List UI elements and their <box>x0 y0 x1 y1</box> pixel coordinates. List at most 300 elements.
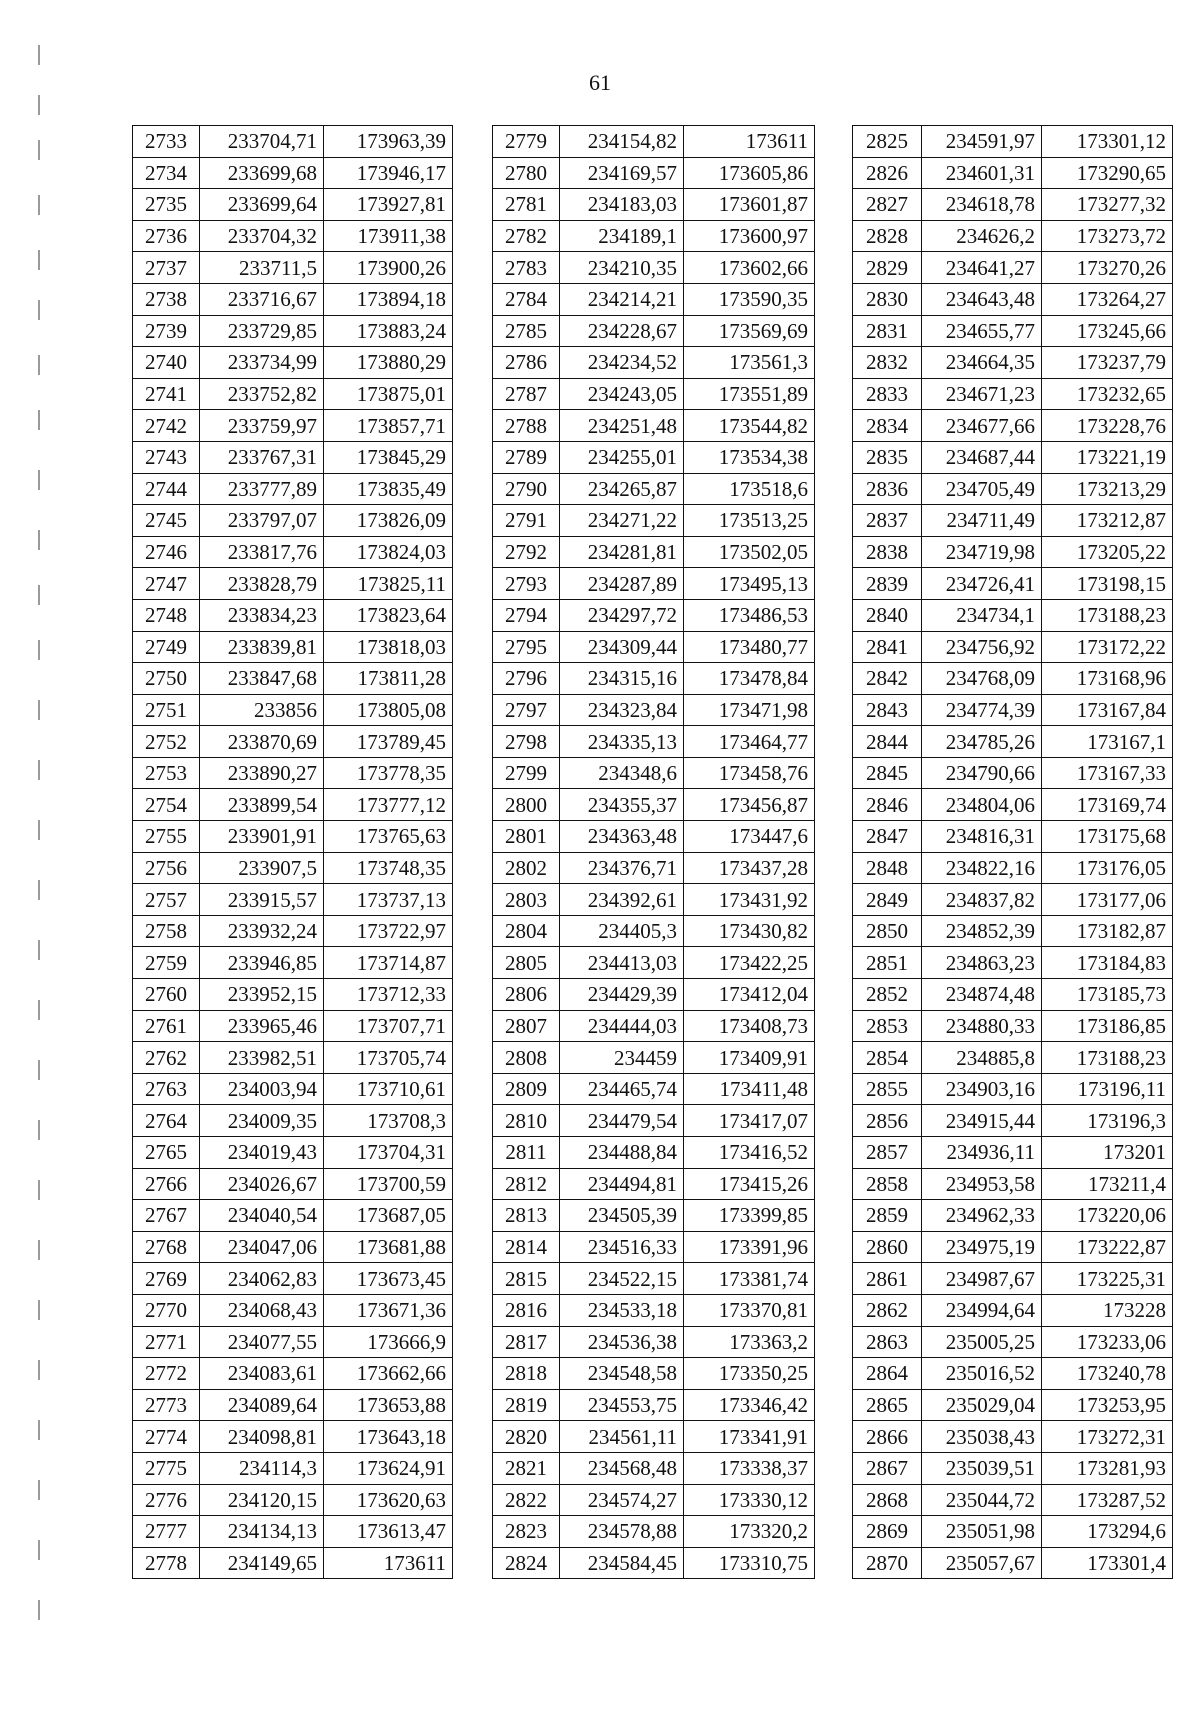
table-row <box>133 1042 453 1074</box>
x-coordinate-cell: 234655,77 <box>922 315 1042 347</box>
table-row <box>493 1105 815 1137</box>
y-coordinate-cell: 173707,71 <box>324 1010 453 1042</box>
y-coordinate-cell: 173221,19 <box>1042 441 1173 473</box>
x-coordinate-cell: 234548,58 <box>560 1358 684 1390</box>
point-number-cell: 2739 <box>133 315 200 347</box>
x-coordinate-cell: 234494,81 <box>560 1168 684 1200</box>
point-number-cell: 2796 <box>493 663 560 695</box>
point-number-cell: 2860 <box>853 1231 922 1263</box>
x-coordinate-cell: 234098,81 <box>200 1421 324 1453</box>
table-row <box>853 947 1173 979</box>
margin-mark <box>38 700 40 720</box>
point-number-cell: 2761 <box>133 1010 200 1042</box>
margin-mark <box>38 355 40 375</box>
x-coordinate-cell: 234578,88 <box>560 1516 684 1548</box>
y-coordinate-cell: 173708,3 <box>324 1105 453 1137</box>
table-row <box>133 1484 453 1516</box>
y-coordinate-cell: 173184,83 <box>1042 947 1173 979</box>
point-number-cell: 2742 <box>133 410 200 442</box>
point-number-cell: 2840 <box>853 599 922 631</box>
table-row <box>133 378 453 410</box>
y-coordinate-cell: 173212,87 <box>1042 505 1173 537</box>
table-row <box>493 726 815 758</box>
x-coordinate-cell: 234785,26 <box>922 726 1042 758</box>
table-row <box>133 1421 453 1453</box>
y-coordinate-cell: 173177,06 <box>1042 884 1173 916</box>
margin-mark <box>38 410 40 430</box>
table-row <box>133 631 453 663</box>
point-number-cell: 2863 <box>853 1326 922 1358</box>
margin-mark <box>38 250 40 270</box>
point-number-cell: 2794 <box>493 599 560 631</box>
y-coordinate-cell: 173211,4 <box>1042 1168 1173 1200</box>
y-coordinate-cell: 173662,66 <box>324 1358 453 1390</box>
y-coordinate-cell: 173415,26 <box>684 1168 815 1200</box>
table-row <box>853 1010 1173 1042</box>
table-row <box>493 821 815 853</box>
margin-mark <box>38 1420 40 1440</box>
x-coordinate-cell: 234903,16 <box>922 1073 1042 1105</box>
table-row <box>853 1452 1173 1484</box>
x-coordinate-cell: 234874,48 <box>922 979 1042 1011</box>
point-number-cell: 2771 <box>133 1326 200 1358</box>
y-coordinate-cell: 173534,38 <box>684 441 815 473</box>
y-coordinate-cell: 173222,87 <box>1042 1231 1173 1263</box>
x-coordinate-cell: 234816,31 <box>922 821 1042 853</box>
table-row <box>133 220 453 252</box>
point-number-cell: 2862 <box>853 1294 922 1326</box>
x-coordinate-cell: 234287,89 <box>560 568 684 600</box>
point-number-cell: 2791 <box>493 505 560 537</box>
y-coordinate-cell: 173687,05 <box>324 1200 453 1232</box>
point-number-cell: 2768 <box>133 1231 200 1263</box>
table-row <box>493 441 815 473</box>
table-row <box>853 1073 1173 1105</box>
point-number-cell: 2778 <box>133 1547 200 1579</box>
table-row <box>493 1358 815 1390</box>
point-number-cell: 2867 <box>853 1452 922 1484</box>
y-coordinate-cell: 173287,52 <box>1042 1484 1173 1516</box>
x-coordinate-cell: 234392,61 <box>560 884 684 916</box>
y-coordinate-cell: 173341,91 <box>684 1421 815 1453</box>
x-coordinate-cell: 234975,19 <box>922 1231 1042 1263</box>
point-number-cell: 2783 <box>493 252 560 284</box>
x-coordinate-cell: 234756,92 <box>922 631 1042 663</box>
point-number-cell: 2733 <box>133 126 200 158</box>
y-coordinate-cell: 173666,9 <box>324 1326 453 1358</box>
table-row <box>133 189 453 221</box>
table-row <box>133 1547 453 1579</box>
table-row <box>853 1168 1173 1200</box>
table-row <box>133 283 453 315</box>
y-coordinate-cell: 173818,03 <box>324 631 453 663</box>
table-row <box>133 1200 453 1232</box>
table-row <box>493 1294 815 1326</box>
point-number-cell: 2806 <box>493 979 560 1011</box>
margin-mark <box>38 470 40 490</box>
table-row <box>493 757 815 789</box>
y-coordinate-cell: 173232,65 <box>1042 378 1173 410</box>
x-coordinate-cell: 234533,18 <box>560 1294 684 1326</box>
point-number-cell: 2760 <box>133 979 200 1011</box>
table-row <box>853 252 1173 284</box>
x-coordinate-cell: 235051,98 <box>922 1516 1042 1548</box>
x-coordinate-cell: 234120,15 <box>200 1484 324 1516</box>
x-coordinate-cell: 234994,64 <box>922 1294 1042 1326</box>
point-number-cell: 2859 <box>853 1200 922 1232</box>
table-row <box>133 694 453 726</box>
margin-mark <box>38 45 40 65</box>
point-number-cell: 2843 <box>853 694 922 726</box>
x-coordinate-cell: 233901,91 <box>200 821 324 853</box>
table-row <box>853 821 1173 853</box>
x-coordinate-cell: 233870,69 <box>200 726 324 758</box>
y-coordinate-cell: 173705,74 <box>324 1042 453 1074</box>
y-coordinate-cell: 173704,31 <box>324 1137 453 1169</box>
x-coordinate-cell: 233716,67 <box>200 283 324 315</box>
point-number-cell: 2851 <box>853 947 922 979</box>
table-row <box>853 220 1173 252</box>
table-row <box>493 1073 815 1105</box>
point-number-cell: 2793 <box>493 568 560 600</box>
x-coordinate-cell: 234574,27 <box>560 1484 684 1516</box>
table-row <box>493 189 815 221</box>
x-coordinate-cell: 235016,52 <box>922 1358 1042 1390</box>
x-coordinate-cell: 235039,51 <box>922 1452 1042 1484</box>
y-coordinate-cell: 173805,08 <box>324 694 453 726</box>
x-coordinate-cell: 234915,44 <box>922 1105 1042 1137</box>
margin-mark <box>38 1180 40 1200</box>
x-coordinate-cell: 234664,35 <box>922 347 1042 379</box>
point-number-cell: 2868 <box>853 1484 922 1516</box>
x-coordinate-cell: 233932,24 <box>200 915 324 947</box>
point-number-cell: 2831 <box>853 315 922 347</box>
table-row <box>493 568 815 600</box>
x-coordinate-cell: 234255,01 <box>560 441 684 473</box>
table-row <box>853 1294 1173 1326</box>
table-row <box>133 1389 453 1421</box>
point-number-cell: 2858 <box>853 1168 922 1200</box>
table-row <box>853 1263 1173 1295</box>
point-number-cell: 2753 <box>133 757 200 789</box>
margin-mark <box>38 640 40 660</box>
point-number-cell: 2784 <box>493 283 560 315</box>
y-coordinate-cell: 173363,2 <box>684 1326 815 1358</box>
y-coordinate-cell: 173447,6 <box>684 821 815 853</box>
y-coordinate-cell: 173167,33 <box>1042 757 1173 789</box>
point-number-cell: 2777 <box>133 1516 200 1548</box>
y-coordinate-cell: 173737,13 <box>324 884 453 916</box>
y-coordinate-cell: 173900,26 <box>324 252 453 284</box>
x-coordinate-cell: 233699,64 <box>200 189 324 221</box>
table-row <box>133 410 453 442</box>
x-coordinate-cell: 233777,89 <box>200 473 324 505</box>
y-coordinate-cell: 173611 <box>684 126 815 158</box>
table-row <box>493 599 815 631</box>
x-coordinate-cell: 234863,23 <box>922 947 1042 979</box>
point-number-cell: 2737 <box>133 252 200 284</box>
table-row <box>853 789 1173 821</box>
y-coordinate-cell: 173824,03 <box>324 536 453 568</box>
y-coordinate-cell: 173176,05 <box>1042 852 1173 884</box>
y-coordinate-cell: 173464,77 <box>684 726 815 758</box>
y-coordinate-cell: 173272,31 <box>1042 1421 1173 1453</box>
x-coordinate-cell: 234040,54 <box>200 1200 324 1232</box>
table-row <box>133 1516 453 1548</box>
point-number-cell: 2811 <box>493 1137 560 1169</box>
table-row <box>493 1326 815 1358</box>
point-number-cell: 2799 <box>493 757 560 789</box>
point-number-cell: 2857 <box>853 1137 922 1169</box>
table-row <box>133 789 453 821</box>
margin-mark <box>38 1060 40 1080</box>
x-coordinate-cell: 234429,39 <box>560 979 684 1011</box>
y-coordinate-cell: 173544,82 <box>684 410 815 442</box>
point-number-cell: 2775 <box>133 1452 200 1484</box>
point-number-cell: 2853 <box>853 1010 922 1042</box>
y-coordinate-cell: 173518,6 <box>684 473 815 505</box>
table-row <box>853 441 1173 473</box>
x-coordinate-cell: 234297,72 <box>560 599 684 631</box>
point-number-cell: 2850 <box>853 915 922 947</box>
x-coordinate-cell: 234243,05 <box>560 378 684 410</box>
x-coordinate-cell: 234323,84 <box>560 694 684 726</box>
x-coordinate-cell: 234953,58 <box>922 1168 1042 1200</box>
table-row <box>493 473 815 505</box>
y-coordinate-cell: 173495,13 <box>684 568 815 600</box>
y-coordinate-cell: 173880,29 <box>324 347 453 379</box>
x-coordinate-cell: 234536,38 <box>560 1326 684 1358</box>
point-number-cell: 2743 <box>133 441 200 473</box>
x-coordinate-cell: 234281,81 <box>560 536 684 568</box>
point-number-cell: 2744 <box>133 473 200 505</box>
point-number-cell: 2821 <box>493 1452 560 1484</box>
table-row <box>493 884 815 916</box>
y-coordinate-cell: 173624,91 <box>324 1452 453 1484</box>
x-coordinate-cell: 234488,84 <box>560 1137 684 1169</box>
point-number-cell: 2780 <box>493 157 560 189</box>
table-row <box>133 1137 453 1169</box>
y-coordinate-cell: 173811,28 <box>324 663 453 695</box>
point-number-cell: 2815 <box>493 1263 560 1295</box>
point-number-cell: 2740 <box>133 347 200 379</box>
x-coordinate-cell: 233817,76 <box>200 536 324 568</box>
x-coordinate-cell: 233734,99 <box>200 347 324 379</box>
point-number-cell: 2800 <box>493 789 560 821</box>
y-coordinate-cell: 173233,06 <box>1042 1326 1173 1358</box>
point-number-cell: 2826 <box>853 157 922 189</box>
x-coordinate-cell: 234479,54 <box>560 1105 684 1137</box>
table-row <box>493 157 815 189</box>
y-coordinate-cell: 173290,65 <box>1042 157 1173 189</box>
point-number-cell: 2828 <box>853 220 922 252</box>
point-number-cell: 2798 <box>493 726 560 758</box>
y-coordinate-cell: 173399,85 <box>684 1200 815 1232</box>
table-row <box>133 884 453 916</box>
y-coordinate-cell: 173188,23 <box>1042 599 1173 631</box>
margin-mark <box>38 585 40 605</box>
y-coordinate-cell: 173502,05 <box>684 536 815 568</box>
point-number-cell: 2835 <box>853 441 922 473</box>
point-number-cell: 2849 <box>853 884 922 916</box>
x-coordinate-cell: 234309,44 <box>560 631 684 663</box>
table-row <box>133 536 453 568</box>
table-row <box>493 505 815 537</box>
y-coordinate-cell: 173253,95 <box>1042 1389 1173 1421</box>
point-number-cell: 2825 <box>853 126 922 158</box>
point-number-cell: 2839 <box>853 568 922 600</box>
table-row <box>493 789 815 821</box>
y-coordinate-cell: 173422,25 <box>684 947 815 979</box>
point-number-cell: 2787 <box>493 378 560 410</box>
table-row <box>853 1231 1173 1263</box>
y-coordinate-cell: 173458,76 <box>684 757 815 789</box>
y-coordinate-cell: 173175,68 <box>1042 821 1173 853</box>
x-coordinate-cell: 233711,5 <box>200 252 324 284</box>
y-coordinate-cell: 173778,35 <box>324 757 453 789</box>
x-coordinate-cell: 235038,43 <box>922 1421 1042 1453</box>
y-coordinate-cell: 173411,48 <box>684 1073 815 1105</box>
point-number-cell: 2827 <box>853 189 922 221</box>
y-coordinate-cell: 173240,78 <box>1042 1358 1173 1390</box>
y-coordinate-cell: 173196,11 <box>1042 1073 1173 1105</box>
table-row <box>133 663 453 695</box>
x-coordinate-cell: 234405,3 <box>560 915 684 947</box>
x-coordinate-cell: 233952,15 <box>200 979 324 1011</box>
y-coordinate-cell: 173408,73 <box>684 1010 815 1042</box>
point-number-cell: 2855 <box>853 1073 922 1105</box>
x-coordinate-cell: 234465,74 <box>560 1073 684 1105</box>
table-row <box>493 947 815 979</box>
point-number-cell: 2802 <box>493 852 560 884</box>
point-number-cell: 2735 <box>133 189 200 221</box>
y-coordinate-cell: 173963,39 <box>324 126 453 158</box>
margin-mark <box>38 1480 40 1500</box>
y-coordinate-cell: 173673,45 <box>324 1263 453 1295</box>
table-row <box>853 757 1173 789</box>
table-row <box>853 694 1173 726</box>
table-row <box>493 1389 815 1421</box>
x-coordinate-cell: 235029,04 <box>922 1389 1042 1421</box>
table-row <box>853 915 1173 947</box>
point-number-cell: 2749 <box>133 631 200 663</box>
point-number-cell: 2786 <box>493 347 560 379</box>
point-number-cell: 2797 <box>493 694 560 726</box>
table-row <box>853 378 1173 410</box>
table-row <box>493 1231 815 1263</box>
point-number-cell: 2829 <box>853 252 922 284</box>
point-number-cell: 2846 <box>853 789 922 821</box>
y-coordinate-cell: 173391,96 <box>684 1231 815 1263</box>
x-coordinate-cell: 234734,1 <box>922 599 1042 631</box>
x-coordinate-cell: 234568,48 <box>560 1452 684 1484</box>
x-coordinate-cell: 234774,39 <box>922 694 1042 726</box>
point-number-cell: 2856 <box>853 1105 922 1137</box>
point-number-cell: 2738 <box>133 283 200 315</box>
x-coordinate-cell: 234315,16 <box>560 663 684 695</box>
y-coordinate-cell: 173281,93 <box>1042 1452 1173 1484</box>
point-number-cell: 2752 <box>133 726 200 758</box>
y-coordinate-cell: 173417,07 <box>684 1105 815 1137</box>
table-row <box>853 852 1173 884</box>
margin-mark <box>38 1240 40 1260</box>
y-coordinate-cell: 173946,17 <box>324 157 453 189</box>
y-coordinate-cell: 173722,97 <box>324 915 453 947</box>
table-row <box>133 126 453 158</box>
y-coordinate-cell: 173561,3 <box>684 347 815 379</box>
y-coordinate-cell: 173205,22 <box>1042 536 1173 568</box>
table-row <box>133 1452 453 1484</box>
table-row <box>853 599 1173 631</box>
table-row <box>493 536 815 568</box>
x-coordinate-cell: 234228,67 <box>560 315 684 347</box>
point-number-cell: 2767 <box>133 1200 200 1232</box>
margin-mark <box>38 940 40 960</box>
x-coordinate-cell: 233847,68 <box>200 663 324 695</box>
x-coordinate-cell: 234083,61 <box>200 1358 324 1390</box>
x-coordinate-cell: 234768,09 <box>922 663 1042 695</box>
point-number-cell: 2759 <box>133 947 200 979</box>
table-row <box>133 1326 453 1358</box>
point-number-cell: 2781 <box>493 189 560 221</box>
y-coordinate-cell: 173671,36 <box>324 1294 453 1326</box>
x-coordinate-cell: 234671,23 <box>922 378 1042 410</box>
x-coordinate-cell: 234804,06 <box>922 789 1042 821</box>
y-coordinate-cell: 173845,29 <box>324 441 453 473</box>
point-number-cell: 2757 <box>133 884 200 916</box>
x-coordinate-cell: 233729,85 <box>200 315 324 347</box>
point-number-cell: 2819 <box>493 1389 560 1421</box>
x-coordinate-cell: 234584,45 <box>560 1547 684 1579</box>
x-coordinate-cell: 233828,79 <box>200 568 324 600</box>
table-row <box>853 536 1173 568</box>
table-row <box>853 884 1173 916</box>
x-coordinate-cell: 234355,37 <box>560 789 684 821</box>
y-coordinate-cell: 173185,73 <box>1042 979 1173 1011</box>
y-coordinate-cell: 173478,84 <box>684 663 815 695</box>
table-row <box>133 1073 453 1105</box>
x-coordinate-cell: 234183,03 <box>560 189 684 221</box>
table-row <box>853 631 1173 663</box>
point-number-cell: 2870 <box>853 1547 922 1579</box>
x-coordinate-cell: 233767,31 <box>200 441 324 473</box>
table-row <box>493 694 815 726</box>
x-coordinate-cell: 233752,82 <box>200 378 324 410</box>
y-coordinate-cell: 173600,97 <box>684 220 815 252</box>
y-coordinate-cell: 173188,23 <box>1042 1042 1173 1074</box>
point-number-cell: 2772 <box>133 1358 200 1390</box>
x-coordinate-cell: 233982,51 <box>200 1042 324 1074</box>
y-coordinate-cell: 173330,12 <box>684 1484 815 1516</box>
point-number-cell: 2765 <box>133 1137 200 1169</box>
y-coordinate-cell: 173471,98 <box>684 694 815 726</box>
y-coordinate-cell: 173431,92 <box>684 884 815 916</box>
point-number-cell: 2776 <box>133 1484 200 1516</box>
x-coordinate-cell: 234880,33 <box>922 1010 1042 1042</box>
y-coordinate-cell: 173789,45 <box>324 726 453 758</box>
y-coordinate-cell: 173605,86 <box>684 157 815 189</box>
point-number-cell: 2804 <box>493 915 560 947</box>
y-coordinate-cell: 173169,74 <box>1042 789 1173 821</box>
x-coordinate-cell: 234837,82 <box>922 884 1042 916</box>
margin-mark <box>38 1000 40 1020</box>
table-row <box>493 315 815 347</box>
point-number-cell: 2763 <box>133 1073 200 1105</box>
y-coordinate-cell: 173825,11 <box>324 568 453 600</box>
point-number-cell: 2736 <box>133 220 200 252</box>
x-coordinate-cell: 234047,06 <box>200 1231 324 1263</box>
y-coordinate-cell: 173237,79 <box>1042 347 1173 379</box>
